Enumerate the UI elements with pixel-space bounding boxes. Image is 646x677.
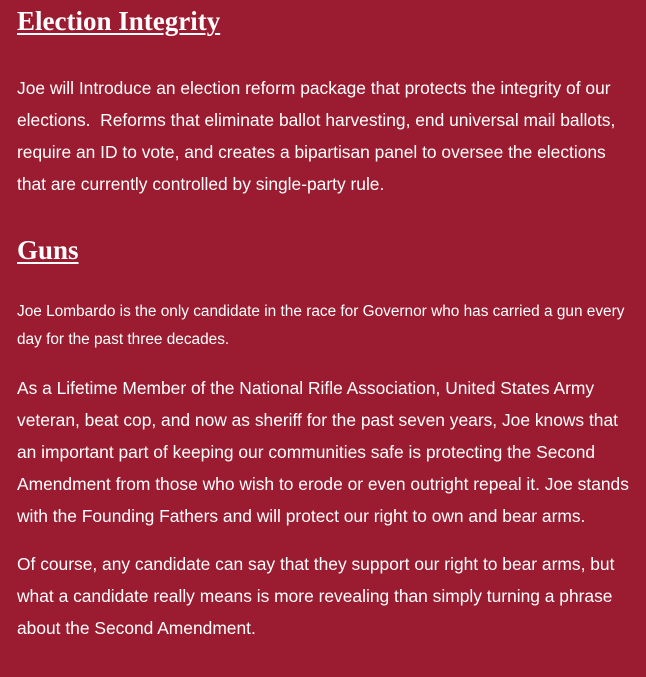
- paragraph-any-candidate: Of course, any candidate can say that they support our right to bear arms, but what a candidate really means is more revealing than simply turning a phrase about the Second Amendment.: [17, 554, 615, 638]
- section-heading-election-integrity: Election Integrity: [17, 6, 221, 36]
- paragraph-carried-gun: Joe Lombardo is the only candidate in the race for Governor who has carried a gun every day for the past three decades.: [17, 303, 625, 348]
- paragraph-nra-member: As a Lifetime Member of the National Rifle Association, United States Army veteran, beat cop, and now as sheriff for the past seven years, Joe knows that an important part of keeping our communities safe is protecting the Second Amendment from those who wish to erode or even outright repeal it. Joe stands with the Founding Fathers and will protect our right to own and bear arms.: [17, 378, 629, 526]
- section-heading-guns: Guns: [17, 235, 79, 265]
- paragraph-election-reform: Joe will Introduce an election reform package that protects the integrity of our elections. Reforms that eliminate ballot harvesting, end universal mail ballots, require an ID to vote, and creates a bipartisan panel to oversee the elections that are currently controlled by single-party rule.: [17, 78, 621, 194]
